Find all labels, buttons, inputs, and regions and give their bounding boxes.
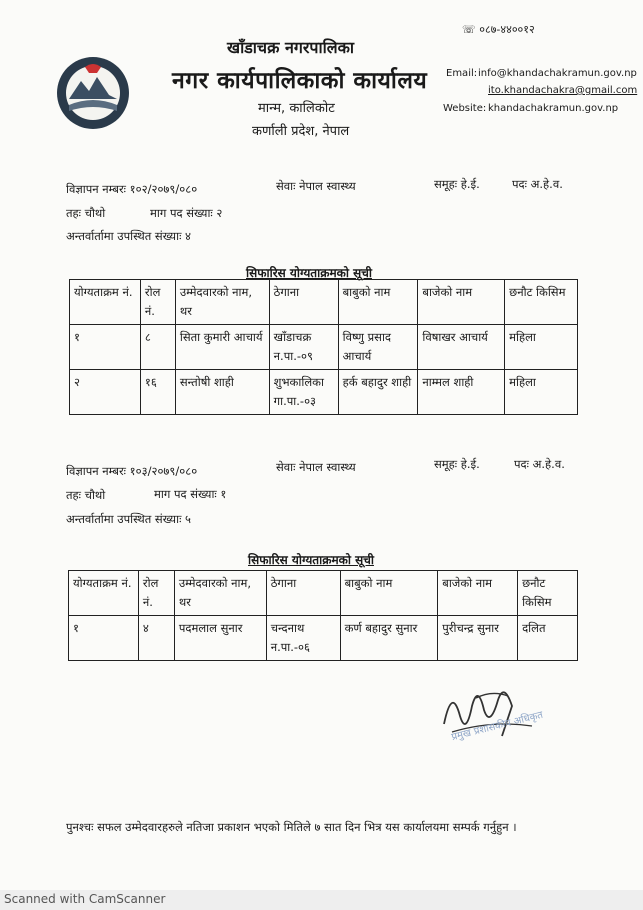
- col-address: ठेगाना: [269, 280, 338, 325]
- municipality-logo: [55, 55, 131, 131]
- demand-count-1: माग पद संख्याः २: [150, 206, 223, 220]
- official-stamp: प्रमुख प्रशासकीय अधिकृत: [450, 709, 545, 744]
- municipality-name: खाँडाचक्र नगरपालिका: [227, 38, 355, 57]
- cell-category: महिला: [505, 325, 578, 370]
- cell-grandfather: पुरीचन्द्र सुनार: [438, 616, 518, 661]
- level-2: तहः चौथो: [66, 488, 106, 502]
- phone-number: ☏ ०८७-४४००१२: [462, 23, 535, 36]
- col-father: बाबुको नाम: [340, 571, 438, 616]
- col-grandfather: बाजेको नाम: [418, 280, 505, 325]
- email-address-2: ito.khandachakra@gmail.com: [488, 85, 638, 96]
- footer-note: पुनश्चः सफल उम्मेदवारहरुले नतिजा प्रकाशन भएको मितिले ७ सात दिन भित्र यस कार्यालयमा सम्पर्क गर्नुहुन ।: [66, 820, 517, 834]
- service-2: सेवाः नेपाल स्वास्थ्य: [276, 460, 356, 474]
- cell-roll: ४: [138, 616, 174, 661]
- cell-category: दलित: [518, 616, 578, 661]
- col-roll: रोल नं.: [140, 280, 175, 325]
- present-count-2: अन्तर्वार्तामा उपस्थित संख्याः ५: [66, 512, 192, 526]
- col-category: छनौट किसिम: [518, 571, 578, 616]
- cell-name: सिता कुमारी आचार्य: [175, 325, 269, 370]
- cell-roll: ८: [140, 325, 175, 370]
- col-name: उम्मेदवारको नाम, थर: [175, 280, 269, 325]
- col-category: छनौट किसिम: [505, 280, 578, 325]
- col-rank: योग्यताक्रम नं.: [69, 571, 139, 616]
- cell-address: चन्दनाथ न.पा.-०६: [266, 616, 340, 661]
- ad-number-2: विज्ञापन नम्बरः १०३/२०७९/०८०: [66, 464, 198, 478]
- ad-number-1: विज्ञापन नम्बरः १०२/२०७९/०८०: [66, 182, 198, 196]
- group-2: समूहः हे.ई.: [434, 457, 480, 471]
- website-address: khandachakramun.gov.np: [488, 103, 619, 114]
- col-father: बाबुको नाम: [338, 280, 418, 325]
- present-count-1: अन्तर्वार्तामा उपस्थित संख्याः ४: [66, 229, 192, 243]
- list-heading-2: सिफारिस योग्यताक्रमको सूची: [248, 553, 374, 567]
- service-1: सेवाः नेपाल स्वास्थ्य: [276, 179, 356, 193]
- cell-rank: २: [70, 370, 141, 415]
- table-header-row: [69, 571, 578, 616]
- cell-name: पदमलाल सुनार: [174, 616, 266, 661]
- col-rank: योग्यताक्रम नं.: [70, 280, 141, 325]
- cell-grandfather: नाम्मल शाही: [418, 370, 505, 415]
- website-label: Website:: [443, 103, 487, 114]
- group-1: समूहः हे.ई.: [434, 177, 480, 191]
- cell-category: महिला: [505, 370, 578, 415]
- cell-name: सन्तोषी शाही: [175, 370, 269, 415]
- recommendation-table-2: [68, 570, 578, 661]
- cell-father: हर्क बहादुर शाही: [338, 370, 418, 415]
- cell-rank: १: [70, 325, 141, 370]
- col-grandfather: बाजेको नाम: [438, 571, 518, 616]
- camscanner-label: Scanned with CamScanner: [4, 892, 166, 906]
- camscanner-bar: [0, 890, 643, 910]
- email-address: info@khandachakramun.gov.np: [478, 68, 637, 79]
- office-location: मान्म, कालिकोट: [258, 101, 335, 116]
- table-row: [70, 325, 578, 370]
- email-label: Email:: [446, 68, 478, 79]
- cell-roll: १६: [140, 370, 175, 415]
- list-heading-1: सिफारिस योग्यताक्रमको सूची: [246, 266, 372, 280]
- post-1: पदः अ.हे.व.: [512, 177, 563, 191]
- table-header-row: [70, 280, 578, 325]
- post-2: पदः अ.हे.व.: [514, 457, 565, 471]
- cell-rank: १: [69, 616, 139, 661]
- col-address: ठेगाना: [266, 571, 340, 616]
- province-name: कर्णाली प्रदेश, नेपाल: [252, 124, 350, 139]
- level-1: तहः चौथो: [66, 206, 106, 220]
- cell-father: कर्ण बहादुर सुनार: [340, 616, 438, 661]
- cell-address: शुभकालिका गा.पा.-०३: [269, 370, 338, 415]
- col-name: उम्मेदवारको नाम, थर: [174, 571, 266, 616]
- cell-address: खाँडाचक्र न.पा.-०९: [269, 325, 338, 370]
- col-roll: रोल नं.: [138, 571, 174, 616]
- office-title: नगर कार्यपालिकाको कार्यालय: [172, 68, 428, 94]
- cell-grandfather: विषाखर आचार्य: [418, 325, 505, 370]
- recommendation-table-1: [69, 279, 578, 415]
- cell-father: विष्णु प्रसाद आचार्य: [338, 325, 418, 370]
- table-row: [70, 370, 578, 415]
- demand-count-2: माग पद संख्याः १: [154, 487, 227, 501]
- table-row: [69, 616, 578, 661]
